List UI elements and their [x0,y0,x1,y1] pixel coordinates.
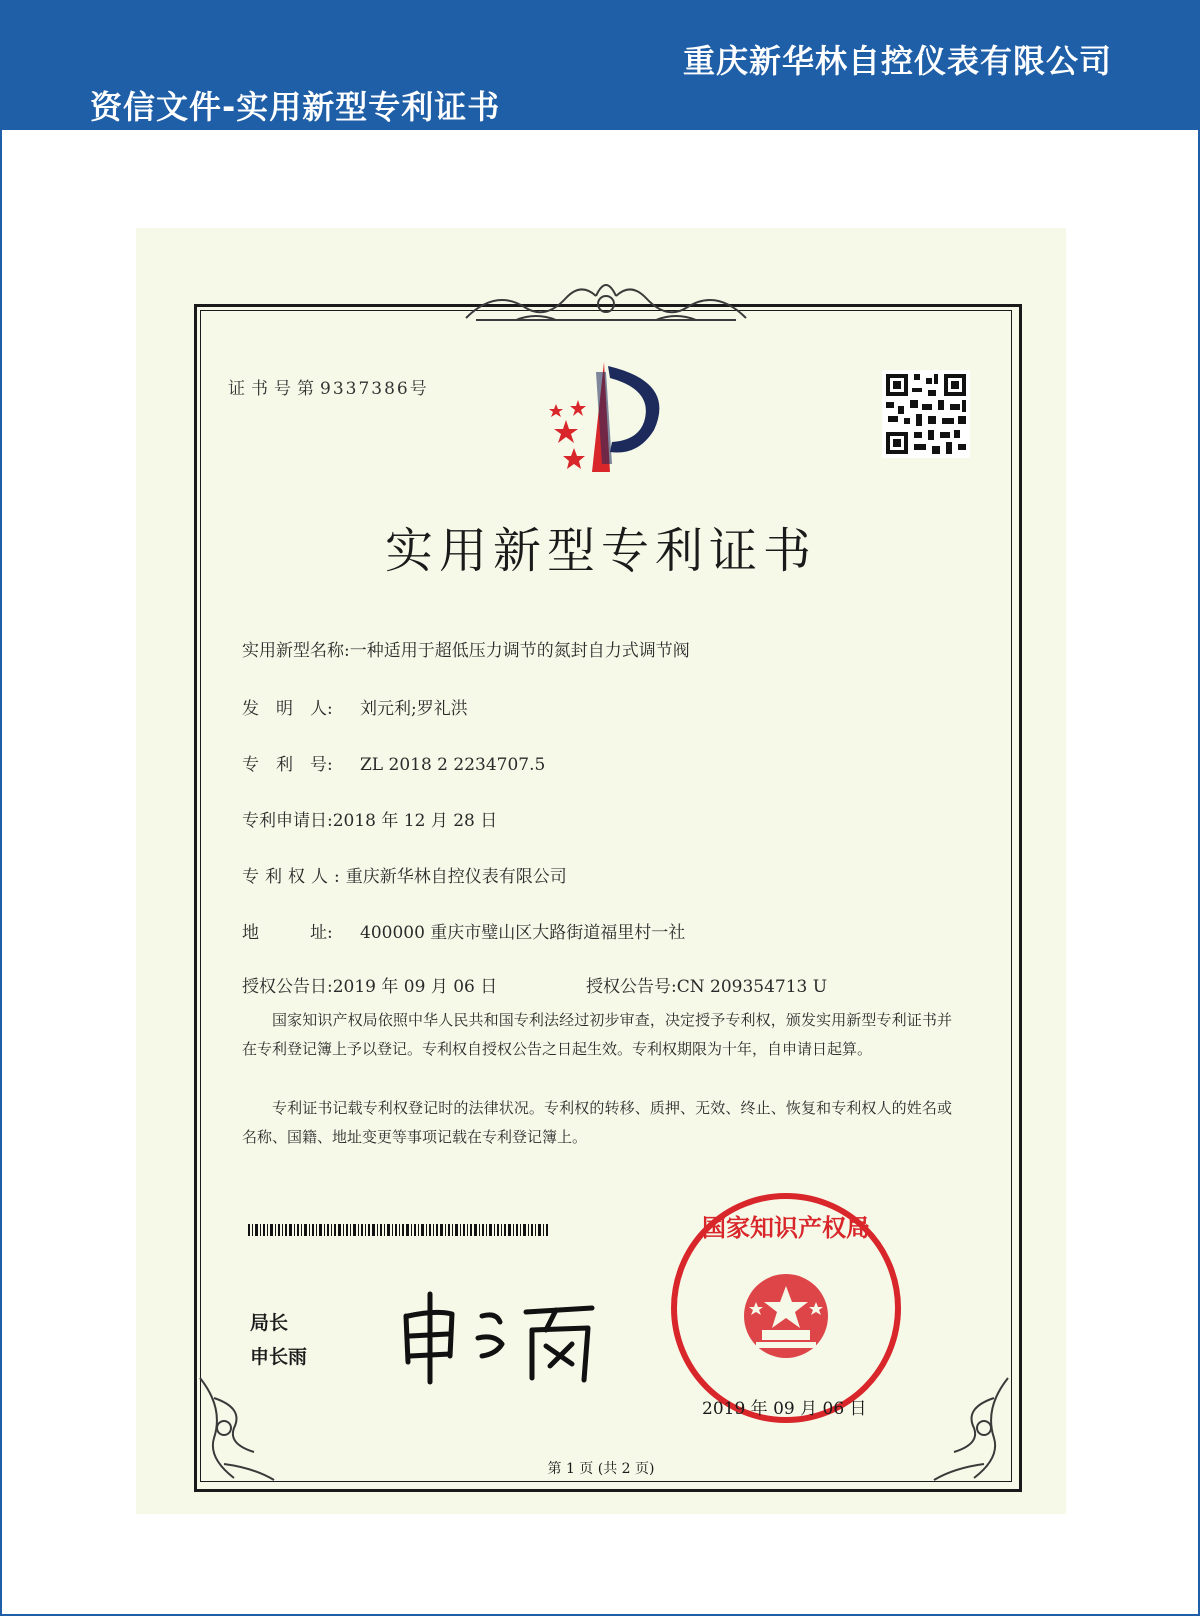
announcement-date-value: 2019 年 09 月 06 日 [332,977,498,997]
patentee-label: 专利权人: [242,867,346,887]
cnipa-logo-icon [526,352,676,482]
utility-model-name-label: 实用新型名称: [242,641,350,661]
patent-number-field [242,750,545,775]
director-title: 局长 [250,1312,289,1334]
application-date-label: 专利申请日: [242,811,333,831]
inventor-field [242,694,468,719]
certificate-number-value: 9337386 [320,379,410,399]
utility-model-name-field [242,636,690,661]
application-date-field [242,806,497,831]
header-banner [0,0,1200,130]
certificate-number-suffix: 号 [409,379,429,399]
page-indicator: 第 1 页 (共 2 页) [547,1461,655,1477]
announcement-number-value: CN 209354713 U [676,977,828,997]
address-value: 400000 重庆市璧山区大路街道福里村一社 [360,923,686,943]
top-ornament-icon [456,268,756,328]
document-title: 资信文件-实用新型专利证书 [90,88,501,126]
announcement-date-label: 授权公告日: [242,977,333,997]
application-date-value: 2018 年 12 月 28 日 [332,811,498,831]
inventor-value: 刘元利;罗礼洪 [360,699,468,719]
seal-date: 2019 年 09 月 06 日 [702,1399,867,1419]
patent-certificate [136,228,1066,1514]
inventor-label: 发 明 人: [242,699,333,719]
announcement-number-label: 授权公告号: [586,977,677,997]
patent-number-label: 专 利 号: [242,755,333,775]
address-label: 地 址: [242,923,333,943]
patent-number-value: ZL 2018 2 2234707.5 [360,755,546,775]
certificate-number-label: 证书号第 [228,379,320,399]
director-name: 申长雨 [250,1346,308,1368]
seal-text: 国家知识产权局 [702,1214,870,1242]
utility-model-name-value: 一种适用于超低压力调节的氮封自力式调节阀 [349,641,690,661]
grant-statement-paragraph: 国家知识产权局依照中华人民共和国专利法经过初步审查，决定授予专利权，颁发实用新型专利证书并在专利登记簿上予以登记。专利权自授权公告之日起生效。专利权期限为十年，自申请日起算。 [242,1011,952,1058]
certificate-number [228,374,429,399]
announcement-number-field [586,972,827,997]
address-field [242,918,685,943]
certificate-title: 实用新型专利证书 [384,523,817,579]
official-seal-icon [666,1188,906,1428]
company-name: 重庆新华林自控仪表有限公司 [682,42,1112,80]
barcode-icon [248,1224,548,1236]
legal-status-paragraph: 专利证书记载专利权登记时的法律状况。专利权的转移、质押、无效、终止、恢复和专利权人的姓名或名称、国籍、地址变更等事项记载在专利登记簿上。 [242,1099,952,1146]
patentee-value: 重庆新华林自控仪表有限公司 [345,867,567,887]
director-signature-icon [396,1286,606,1386]
qr-code-icon [882,370,970,458]
announcement-date-field [242,972,497,997]
patentee-field [242,862,567,887]
